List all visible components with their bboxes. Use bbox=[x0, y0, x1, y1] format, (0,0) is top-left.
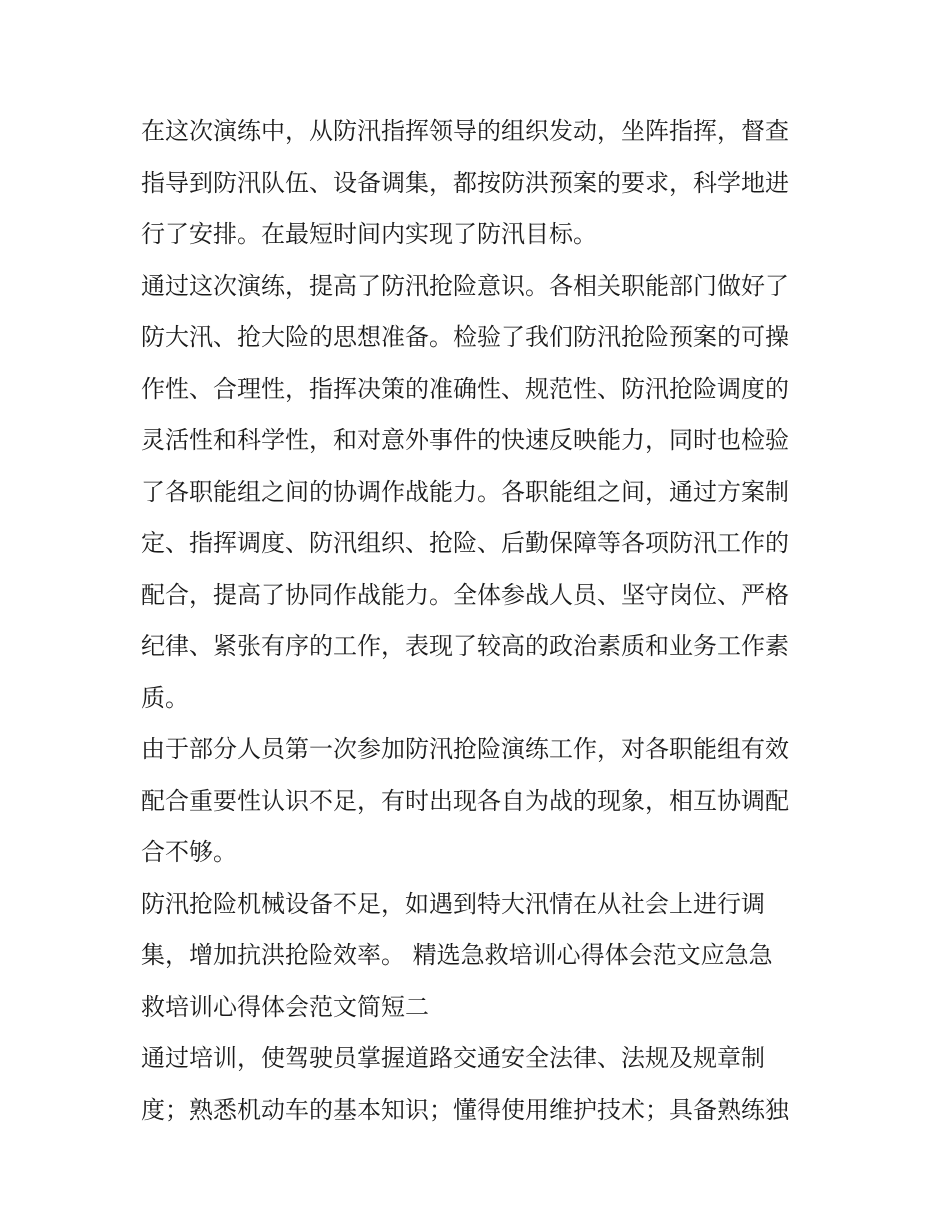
text-line: 通过培训，使驾驶员掌握道路交通安全法律、法规及规章制 bbox=[141, 1044, 765, 1072]
text-line: 配合重要性认识不足，有时出现各自为战的现象，相互协调配 bbox=[141, 786, 789, 815]
text-line: 合不够。 bbox=[141, 838, 237, 866]
text-line: 纪律、紧张有序的工作，表现了较高的政治素质和业务工作素 bbox=[141, 632, 789, 660]
text-line: 由于部分人员第一次参加防汛抢险演练工作，对各职能组有效 bbox=[141, 735, 789, 763]
text-line: 质。 bbox=[141, 683, 189, 712]
text-line: 通过这次演练，提高了防汛抢险意识。各相关职能部门做好了 bbox=[141, 271, 789, 300]
text-line: 度；熟悉机动车的基本知识；懂得使用维护技术；具备熟练独 bbox=[141, 1095, 789, 1124]
text-line: 救培训心得体会范文简短二 bbox=[141, 992, 429, 1021]
text-line: 指导到防汛队伍、设备调集，都按防洪预案的要求，科学地进 bbox=[141, 168, 789, 197]
paragraph-drill-process bbox=[141, 106, 813, 261]
text-line: 防汛抢险机械设备不足，如遇到特大汛情在从社会上进行调 bbox=[141, 889, 765, 918]
text-line: 防大汛、抢大险的思想准备。检验了我们防汛抢险预案的可操 bbox=[141, 323, 789, 351]
text-line: 行了安排。在最短时间内实现了防汛目标。 bbox=[141, 220, 597, 248]
paragraph-shortcomings bbox=[141, 724, 813, 879]
text-line: 定、指挥调度、防汛组织、抢险、后勤保障等各项防汛工作的 bbox=[141, 529, 789, 557]
paragraph-training bbox=[141, 1033, 813, 1136]
text-line: 在这次演练中，从防汛指挥领导的组织发动，坐阵指挥，督查 bbox=[141, 117, 789, 145]
paragraph-drill-results bbox=[141, 261, 813, 725]
text-line: 了各职能组之间的协调作战能力。各职能组之间，通过方案制 bbox=[141, 477, 789, 506]
paragraph-equipment bbox=[141, 879, 813, 1034]
text-line: 集，增加抗洪抢险效率。 精选急救培训心得体会范文应急急 bbox=[141, 941, 773, 969]
text-line: 作性、合理性，指挥决策的准确性、规范性、防汛抢险调度的 bbox=[141, 374, 789, 403]
document-body bbox=[141, 106, 813, 1136]
text-line: 配合，提高了协同作战能力。全体参战人员、坚守岗位、严格 bbox=[141, 580, 789, 609]
text-line: 灵活性和科学性，和对意外事件的快速反映能力，同时也检验 bbox=[141, 426, 789, 454]
